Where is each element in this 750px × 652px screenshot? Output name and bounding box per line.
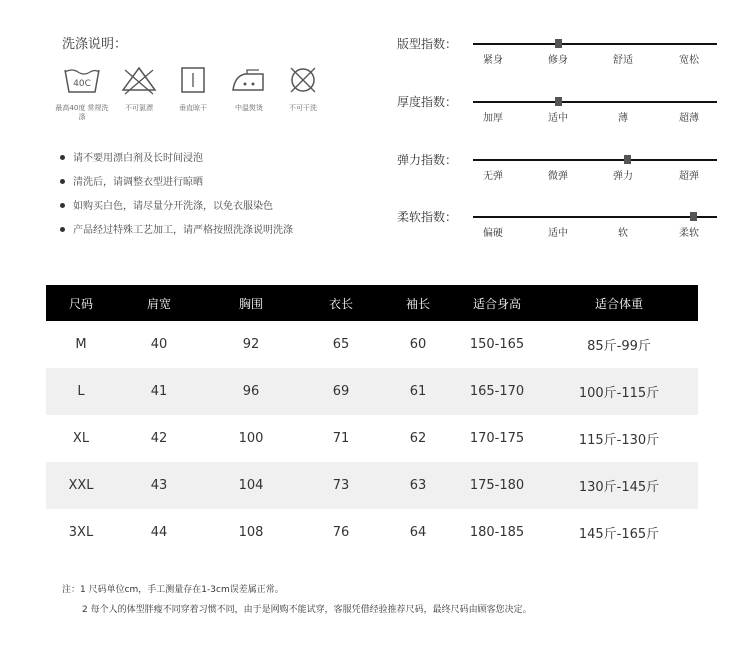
header-sleeve: 袖长 (382, 285, 454, 321)
scale-track (473, 101, 717, 103)
header-length: 衣长 (300, 285, 382, 321)
cell-length: 71 (332, 431, 350, 446)
scale-label: 微弹 (548, 171, 568, 182)
cell-chest: 108 (238, 525, 264, 540)
bullet-icon (60, 227, 65, 232)
cell-chest: 100 (238, 431, 264, 446)
care-label: 最高40度 常规洗涤 (55, 104, 109, 121)
scale-label: 加厚 (483, 113, 503, 124)
cell-shoulder: 42 (150, 431, 168, 446)
size-table (46, 285, 698, 556)
cell-size: L (46, 368, 116, 415)
cell-chest: 104 (202, 462, 300, 509)
bullet-icon (60, 203, 65, 208)
cell-size: XXL (46, 462, 116, 509)
header-size: 尺码 (46, 285, 116, 321)
scale-label: 偏硬 (483, 228, 503, 239)
table-row (46, 509, 698, 556)
scale-track (473, 43, 717, 45)
cell-size: 3XL (68, 525, 94, 540)
cell-size: XL (72, 431, 90, 446)
scale-label: 薄 (618, 113, 628, 124)
scale-label: 柔软 (679, 228, 699, 239)
scale-label: 宽松 (679, 55, 699, 66)
care-label: 中温熨烫 (235, 104, 263, 112)
cell-sleeve: 61 (382, 368, 454, 415)
washing-tip: 清洗后，请调整衣型进行晾晒 (60, 173, 203, 188)
scale-marker (624, 155, 631, 164)
cell-sleeve: 64 (409, 525, 427, 540)
bullet-icon (60, 155, 65, 160)
washing-title: 洗涤说明： (62, 37, 128, 52)
cell-height: 170-175 (469, 431, 525, 446)
cell-chest: 96 (202, 368, 300, 415)
note-1: 注：1 尺码单位cm，手工测量存在1-3cm误差属正常。 (62, 585, 284, 595)
cell-shoulder: 40 (150, 337, 168, 352)
table-row (46, 368, 698, 415)
cell-height: 165-170 (454, 368, 540, 415)
scale-label: 适中 (548, 228, 568, 239)
no-dryclean-icon (283, 64, 323, 96)
cell-size: M (75, 337, 87, 352)
scale-label: 修身 (548, 55, 568, 66)
washing-tip: 如购买白色，请尽量分开洗涤，以免衣服染色 (60, 197, 273, 212)
size-table-header (46, 285, 698, 321)
svg-text:40C: 40C (73, 79, 91, 89)
care-label: 不可干洗 (289, 104, 317, 112)
cell-shoulder: 43 (116, 462, 202, 509)
scale-marker (690, 212, 697, 221)
wash-40c-icon (62, 64, 102, 96)
cell-shoulder: 41 (116, 368, 202, 415)
scale-label: 超弹 (679, 171, 699, 182)
cell-height: 180-185 (469, 525, 525, 540)
scale-marker (555, 39, 562, 48)
cell-weight: 145斤-165斤 (578, 527, 660, 542)
cell-length: 76 (332, 525, 350, 540)
drip-dry-icon (173, 64, 213, 96)
scale-label: 紧身 (483, 55, 503, 66)
cell-weight: 100斤-115斤 (540, 368, 698, 415)
table-row (46, 462, 698, 509)
cell-length: 65 (332, 337, 350, 352)
scale-title: 厚度指数： (397, 95, 458, 109)
iron-medium-icon (229, 64, 269, 96)
scale-label: 舒适 (613, 55, 633, 66)
scale-label: 无弹 (483, 171, 503, 182)
table-row (46, 321, 698, 368)
washing-tip: 产品经过特殊工艺加工，请严格按照洗涤说明洗涤 (60, 221, 293, 236)
scale-track (473, 159, 717, 161)
header-shoulder: 肩宽 (116, 285, 202, 321)
bullet-icon (60, 179, 65, 184)
care-label: 不可氯漂 (125, 104, 153, 112)
cell-chest: 92 (242, 337, 260, 352)
scale-label: 软 (618, 228, 628, 239)
cell-length: 69 (300, 368, 382, 415)
care-label: 垂直晾干 (179, 104, 207, 112)
cell-shoulder: 44 (150, 525, 168, 540)
scale-marker (555, 97, 562, 106)
note-2: 2 每个人的体型胖瘦不同穿着习惯不同，由于是网购不能试穿，客服凭借经验推荐尺码，最终尺码由顾客您决定。 (82, 605, 532, 615)
cell-sleeve: 60 (409, 337, 427, 352)
header-height: 适合身高 (454, 285, 540, 321)
scale-title: 柔软指数： (397, 210, 458, 224)
cell-weight: 85斤-99斤 (587, 339, 651, 354)
no-bleach-icon (119, 64, 159, 96)
scale-label: 超薄 (679, 113, 699, 124)
cell-height: 175-180 (454, 462, 540, 509)
header-weight: 适合体重 (540, 285, 698, 321)
cell-length: 73 (300, 462, 382, 509)
table-row (46, 415, 698, 462)
washing-tip: 请不要用漂白剂及长时间浸泡 (60, 149, 203, 164)
cell-sleeve: 63 (382, 462, 454, 509)
header-chest: 胸围 (202, 285, 300, 321)
scale-label: 适中 (548, 113, 568, 124)
cell-weight: 130斤-145斤 (540, 462, 698, 509)
cell-sleeve: 62 (409, 431, 427, 446)
cell-weight: 115斤-130斤 (578, 433, 660, 448)
scale-title: 弹力指数： (397, 153, 458, 167)
scale-label: 弹力 (613, 171, 633, 182)
scale-track (473, 216, 717, 218)
cell-height: 150-165 (469, 337, 525, 352)
scale-title: 版型指数： (397, 37, 458, 51)
